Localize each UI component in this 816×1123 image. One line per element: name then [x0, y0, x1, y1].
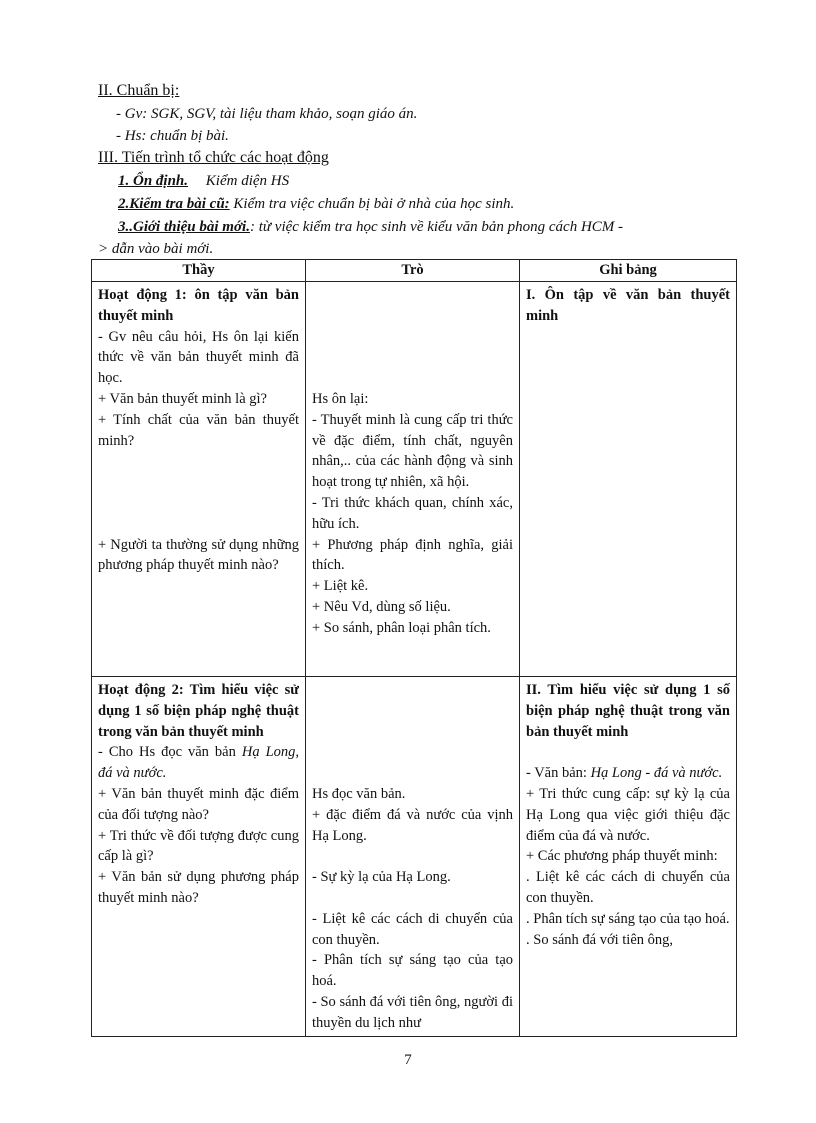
- step-2-text: Kiểm tra việc chuẩn bị bài ở nhà của học sinh.: [233, 196, 515, 212]
- row2-teacher-cell: [92, 677, 306, 1037]
- row1-student-line: + Phương pháp định nghĩa, giải thích.: [312, 536, 513, 574]
- row2-teacher-line: + Văn bản sử dụng phương pháp thuyết minh nào?: [98, 869, 299, 906]
- row2-teacher-line: + Tri thức về đối tượng được cung cấp là gì?: [98, 827, 299, 865]
- step-1-label: 1. Ổn định.: [118, 173, 189, 189]
- row2-board-line: . Liệt kê các cách di chuyển của con thuyền.: [526, 869, 730, 906]
- row1-student-line: + Nêu Vd, dùng số liệu.: [312, 598, 451, 615]
- board-text-title: Hạ Long - đá và nước.: [590, 765, 723, 782]
- row1-student-line: + Liệt kê.: [312, 578, 369, 595]
- lesson-table: [91, 259, 737, 1037]
- step-3-label: 3..Giới thiệu bài mới.: [118, 219, 250, 235]
- row2-student-line: + đặc điểm đá và nước của vịnh Hạ Long.: [312, 806, 513, 844]
- row1-board-cell: [520, 282, 737, 677]
- row1-teacher-line: + Văn bản thuyết minh là gì?: [98, 390, 267, 407]
- col-header-board: Ghi bảng: [520, 260, 737, 282]
- step-1: [118, 171, 289, 191]
- step-2-label: 2.Kiểm tra bài cũ:: [118, 196, 230, 212]
- row2-board-line: + Tri thức cung cấp: sự kỳ lạ của Hạ Long qua việc giới thiệu đặc điểm của đá và nước.: [526, 785, 730, 844]
- row2-teacher-line: + Văn bản thuyết minh đặc điểm của đối tượng nào?: [98, 785, 299, 823]
- row1-student-line: - Tri thức khách quan, chính xác, hữu ích.: [312, 494, 513, 532]
- col-header-student: Trò: [306, 260, 520, 282]
- row1-student-line: Hs ôn lại:: [312, 390, 369, 407]
- row2-student-cell: [306, 677, 520, 1037]
- row2-student-line: - Sự kỳ lạ của Hạ Long.: [312, 869, 451, 886]
- row2-board-cell: [520, 677, 737, 1037]
- row2-board-line: - Văn bản:: [526, 765, 587, 782]
- prep-item-hs: - Hs: chuẩn bị bài.: [116, 128, 229, 144]
- table-header-row: [92, 260, 737, 282]
- row2-student-line: - So sánh đá với tiên ông, người đi thuyền du lịch như: [312, 993, 513, 1031]
- row1-teacher-line: - Gv nêu câu hỏi, Hs ôn lại kiến thức về văn bản thuyết minh đã học.: [98, 328, 299, 387]
- step-1-text: Kiểm diện HS: [205, 173, 290, 189]
- col-header-teacher: Thầy: [92, 260, 306, 282]
- prep-title: II. Chuẩn bị:: [98, 82, 180, 99]
- row2-board-line: + Các phương pháp thuyết minh:: [526, 848, 718, 865]
- row1-teacher-line: + Người ta thường sử dụng những phương pháp thuyết minh nào?: [98, 536, 299, 574]
- row1-student-line: - Thuyết minh là cung cấp tri thức về đặc điểm, tính chất, nguyên nhân,.. của các hành động và sinh hoạt trong tự nhiên, xã hội.: [312, 411, 513, 491]
- row2-student-line: - Phân tích sự sáng tạo của tạo hoá.: [312, 952, 513, 990]
- text-title-ha-long: Hạ Long, đá và nước.: [98, 744, 300, 782]
- process-title: III. Tiến trình tổ chức các hoạt động: [98, 149, 329, 166]
- page-number: 7: [404, 1052, 412, 1068]
- row2-student-line: Hs đọc văn bản.: [312, 785, 406, 802]
- step-3: [118, 217, 623, 237]
- step-2: [118, 194, 514, 214]
- row2-board-title: II. Tìm hiểu việc sử dụng 1 số biện pháp nghệ thuật trong văn bản thuyết minh: [526, 682, 730, 740]
- row2-board-line: . So sánh đá với tiên ông,: [526, 931, 674, 948]
- step-3-text-cont: > dẫn vào bài mới.: [98, 241, 214, 257]
- row1-teacher-cell: [92, 282, 306, 677]
- process-section: [98, 148, 329, 168]
- table-row: [92, 677, 737, 1037]
- row1-student-line: + So sánh, phân loại phân tích.: [312, 619, 491, 636]
- row2-teacher-line: - Cho Hs đọc văn bản: [98, 744, 236, 761]
- row2-teacher-title: Hoạt động 2: Tìm hiểu việc sử dụng 1 số biện pháp nghệ thuật trong văn bản thuyết minh: [98, 682, 299, 740]
- prep-item-gv: - Gv: SGK, SGV, tài liệu tham khảo, soạn giáo án.: [116, 106, 418, 122]
- row1-student-cell: [306, 282, 520, 677]
- table-row: [92, 282, 737, 677]
- row2-board-line: . Phân tích sự sáng tạo của tạo hoá.: [526, 910, 730, 927]
- row1-teacher-line: + Tính chất của văn bản thuyết minh?: [98, 411, 299, 449]
- prep-section: [98, 81, 179, 101]
- row1-board-title: I. Ôn tập về văn bản thuyết minh: [526, 287, 730, 324]
- row2-student-line: - Liệt kê các cách di chuyển của con thuyền.: [312, 910, 513, 948]
- step-3-text: : từ việc kiểm tra học sinh về kiểu văn bản phong cách HCM -: [249, 219, 624, 235]
- row1-teacher-title: Hoạt động 1: ôn tập văn bản thuyết minh: [98, 287, 299, 324]
